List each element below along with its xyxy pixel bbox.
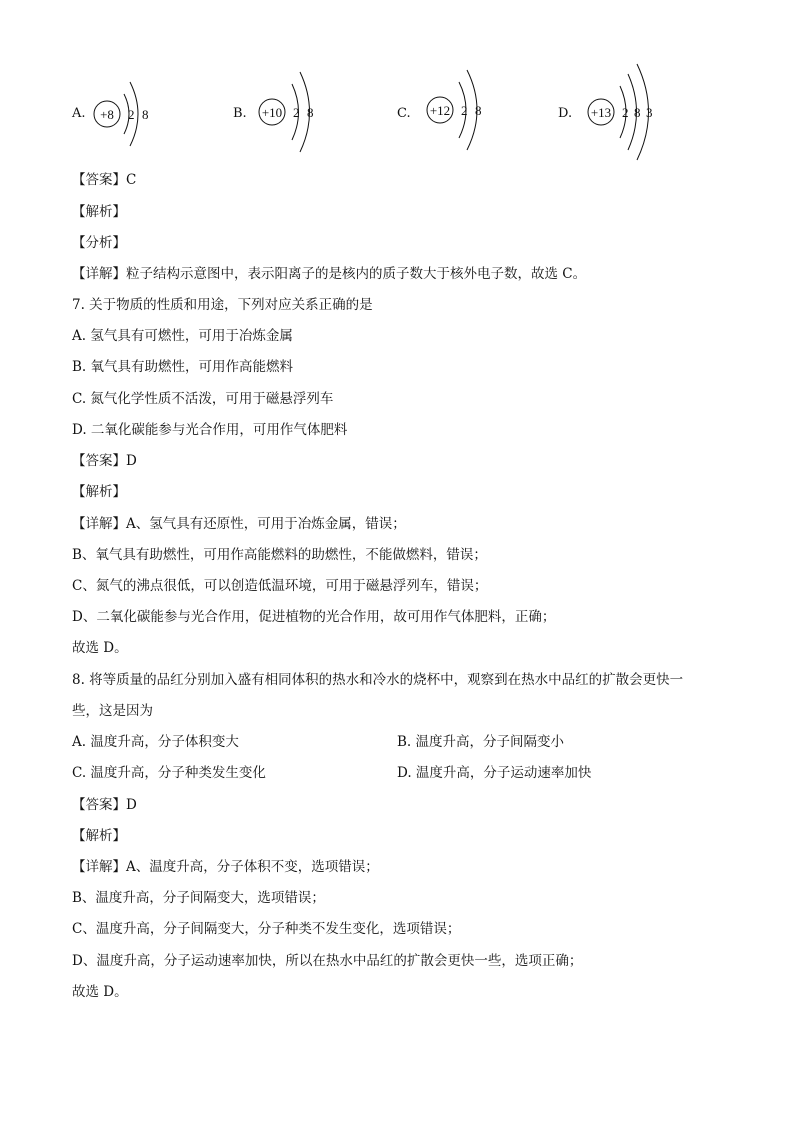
atom-structure-b xyxy=(255,60,395,170)
option-a-diagram xyxy=(72,60,232,170)
shell-electrons: 8 xyxy=(634,105,641,120)
option-d-diagram xyxy=(558,60,738,170)
q7-detail-line: D、二氧化碳能参与光合作用，促进植物的光合作用，故可用作气体肥料，正确； xyxy=(72,609,556,625)
option-b-diagram xyxy=(233,60,393,170)
shell-electrons: 3 xyxy=(646,105,653,120)
q7-stem: 7. 关于物质的性质和用途，下列对应关系正确的是 xyxy=(72,297,373,313)
q7-option-b: B. 氧气具有助燃性，可用作高能燃料 xyxy=(72,359,294,375)
nucleus-charge: +12 xyxy=(429,103,451,118)
shell-electrons: 2 xyxy=(461,103,468,118)
q7-option-a: A. 氢气具有可燃性，可用于冶炼金属 xyxy=(72,328,293,344)
q7-detail-line: 【详解】A、氢气具有还原性，可用于冶炼金属，错误； xyxy=(72,516,406,532)
nucleus-charge: +10 xyxy=(261,105,283,120)
atom-structure-a xyxy=(90,60,230,170)
nucleus-charge: +8 xyxy=(100,107,114,122)
q7-conclusion: 故选 D。 xyxy=(72,640,128,656)
q8-conclusion: 故选 D。 xyxy=(72,984,128,1000)
shell-electrons: 2 xyxy=(293,105,300,120)
shell-electrons: 8 xyxy=(307,105,314,120)
q6-fenxi-heading: 【分析】 xyxy=(72,235,126,251)
q7-detail-line: B、氧气具有助燃性，可用作高能燃料的助燃性，不能做燃料，错误； xyxy=(72,547,487,563)
q7-analysis-heading: 【解析】 xyxy=(72,484,126,500)
q8-analysis-heading: 【解析】 xyxy=(72,828,126,844)
option-d-label: D. xyxy=(558,106,573,121)
q8-option-b: B. 温度升高，分子间隔变小 xyxy=(397,734,565,750)
option-c-label: C. xyxy=(397,106,411,121)
q8-detail-line: D、温度升高，分子运动速率加快，所以在热水中品红的扩散会更快一些，选项正确； xyxy=(72,953,583,969)
shell-electrons: 8 xyxy=(142,107,149,122)
q8-detail-line: C、温度升高，分子间隔变大，分子种类不发生变化，选项错误； xyxy=(72,921,461,937)
q8-stem-line2: 些，这是因为 xyxy=(72,703,153,719)
shell-electrons: 2 xyxy=(622,105,629,120)
shell-electrons: 8 xyxy=(475,103,482,118)
option-c-diagram xyxy=(397,60,557,170)
q6-answer: 【答案】C xyxy=(72,172,137,188)
nucleus-charge: +13 xyxy=(590,105,612,120)
q8-option-a: A. 温度升高，分子体积变大 xyxy=(72,734,239,750)
q8-detail-line: B、温度升高，分子间隔变大，选项错误； xyxy=(72,890,325,906)
q8-detail-line: 【详解】A、温度升高，分子体积不变，选项错误； xyxy=(72,859,379,875)
q7-answer: 【答案】D xyxy=(72,453,137,469)
q8-option-d: D. 温度升高，分子运动速率加快 xyxy=(397,765,592,781)
atom-structure-d xyxy=(582,60,742,170)
atom-diagram-row xyxy=(0,60,794,170)
shell-electrons: 2 xyxy=(128,107,135,122)
q8-option-c: C. 温度升高，分子种类发生变化 xyxy=(72,765,266,781)
q8-answer: 【答案】D xyxy=(72,797,137,813)
q7-detail-line: C、氮气的沸点很低，可以创造低温环境，可用于磁悬浮列车，错误； xyxy=(72,578,488,594)
q7-option-d: D. 二氧化碳能参与光合作用，可用作气体肥料 xyxy=(72,422,348,438)
q6-analysis-heading: 【解析】 xyxy=(72,204,126,220)
q8-stem-line1: 8. 将等质量的品红分别加入盛有相同体积的热水和冷水的烧杯中，观察到在热水中品红的扩散会更快一 xyxy=(72,672,684,688)
option-a-label: A. xyxy=(72,106,86,121)
atom-structure-c xyxy=(421,60,561,170)
q7-option-c: C. 氮气化学性质不活泼，可用于磁悬浮列车 xyxy=(72,391,334,407)
q6-detail: 【详解】粒子结构示意图中，表示阳离子的是核内的质子数大于核外电子数，故选 C。 xyxy=(72,266,587,282)
option-b-label: B. xyxy=(233,106,247,121)
